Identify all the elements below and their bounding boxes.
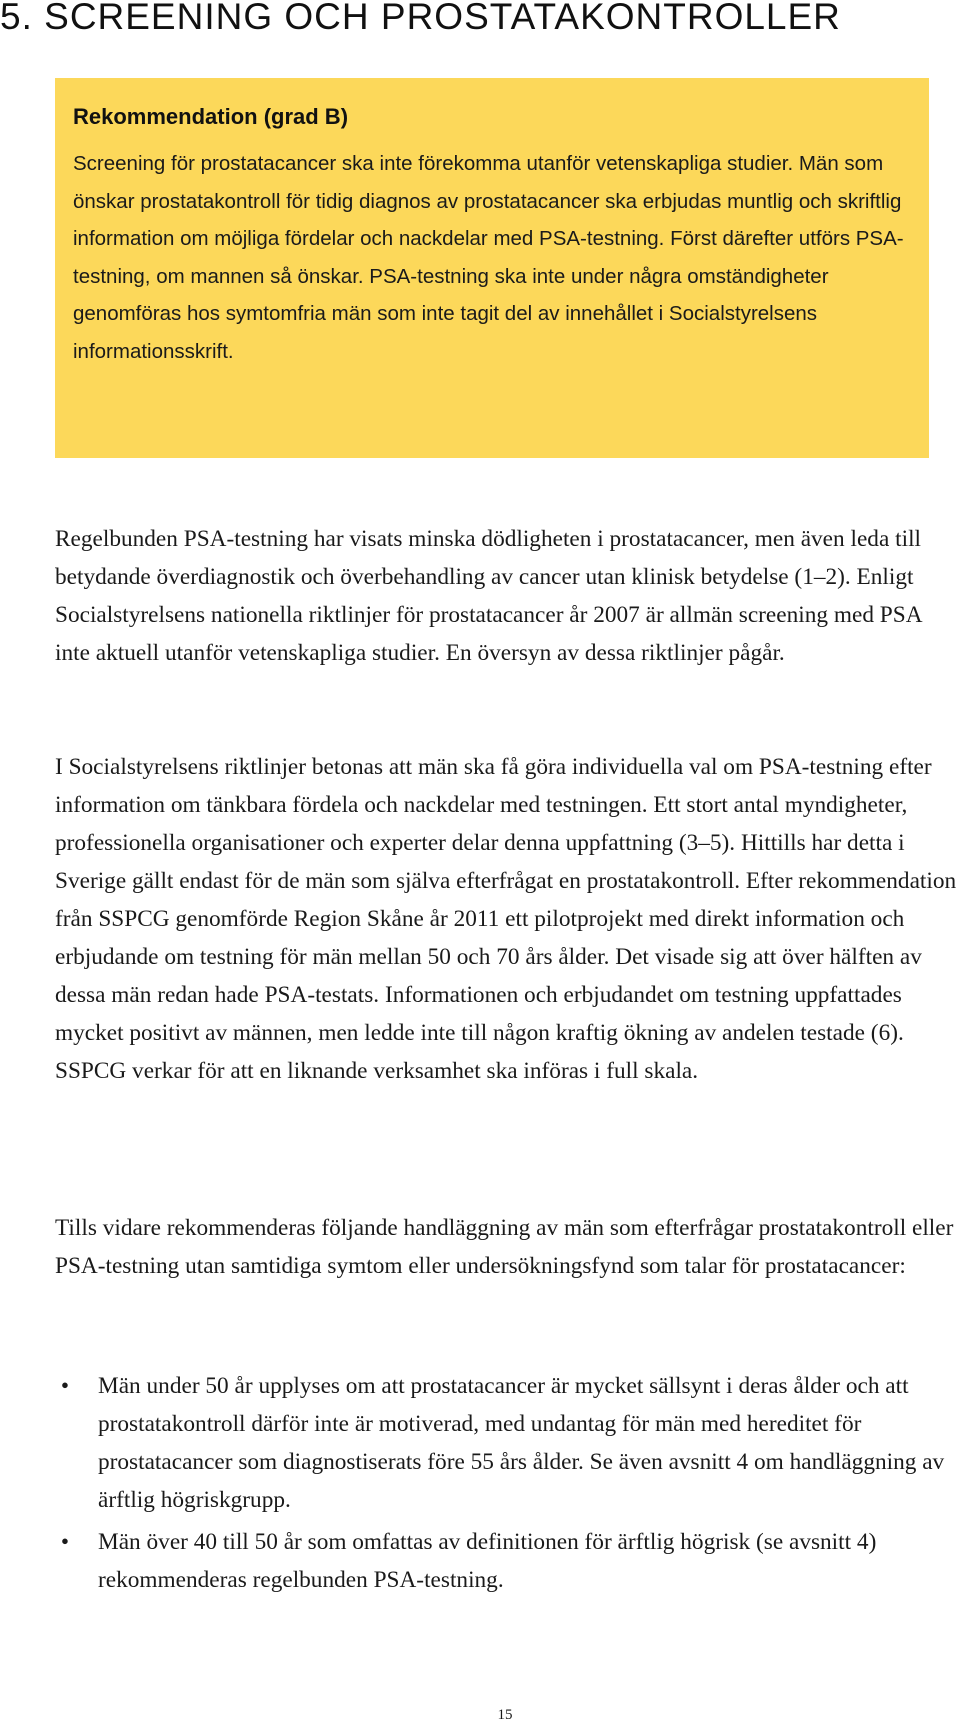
list-item-text: Män över 40 till 50 år som omfattas av definitionen för ärftlig högrisk (se avsnitt 4) rekommenderas regelbunden PSA-testning. (98, 1529, 877, 1593)
recommendation-text: Screening för prostatacancer ska inte förekomma utanför vetenskapliga studier. Män som önskar prostatakontroll för tidig diagnos av prostatacancer ska erbjudas muntlig och skriftlig information om möjliga fördelar och nackdelar med PSA-testning. Först därefter utförs PSA-testning, om mannen så önskar. PSA-testning ska inte under några omständigheter genomföras hos symtomfria män som inte tagit del av innehållet i Socialstyrelsens informationsskrift. (73, 152, 904, 363)
list-item (55, 1523, 960, 1599)
recommendation-box (55, 78, 929, 458)
body-paragraph: Regelbunden PSA-testning har visats minska dödligheten i prostatacancer, men även leda till betydande överdiagnostik och överbehandling av cancer utan klinisk betydelse (1–2). Enligt Socialstyrelsens nationella riktlinjer för prostatacancer år 2007 är allmän screening med PSA inte aktuell utanför vetenskapliga studier. En översyn av dessa riktlinjer pågår. (55, 526, 922, 666)
page-number: 15 (497, 1707, 513, 1723)
body-paragraph: Tills vidare rekommenderas följande handläggning av män som efterfrågar prostatakontroll eller PSA-testning utan samtidiga symtom eller undersökningsfynd som talar för prostatacancer: (55, 1215, 954, 1279)
bullet-icon: • (60, 1373, 70, 1399)
list-item (55, 1367, 960, 1519)
list-item-text: Män under 50 år upplyses om att prostatacancer är mycket sällsynt i deras ålder och att prostatakontroll därför inte är motiverad, med undantag för män med hereditet för prostatacancer som diagnostiserats före 55 års ålder. Se även avsnitt 4 om handläggning av ärftlig högriskgrupp. (98, 1373, 945, 1513)
recommendation-title: Rekommendation (grad B) (73, 104, 349, 129)
bullet-icon: • (60, 1529, 70, 1555)
page-heading: 5. SCREENING OCH PROSTATAKONTROLLER (0, 0, 841, 37)
bullet-list (55, 1367, 960, 1603)
body-paragraph: I Socialstyrelsens riktlinjer betonas att män ska få göra individuella val om PSA-testning efter information om tänkbara fördela och nackdelar med testningen. Ett stort antal myndigheter, professionella organisationer och experter delar denna uppfattning (3–5). Hittills har detta i Sverige gällt endast för de män som själva efterfrågat en prostatakontroll. Efter rekommendation från SSPCG genomförde Region Skåne år 2011 ett pilotprojekt med direkt information och erbjudande om testning för män mellan 50 och 70 års ålder. Det visade sig att över hälften av dessa män redan hade PSA-testats. Informationen och erbjudandet om testning uppfattades mycket positivt av männen, men ledde inte till någon kraftig ökning av andelen testade (6). SSPCG verkar för att en liknande verksamhet ska införas i full skala. (55, 754, 957, 1084)
